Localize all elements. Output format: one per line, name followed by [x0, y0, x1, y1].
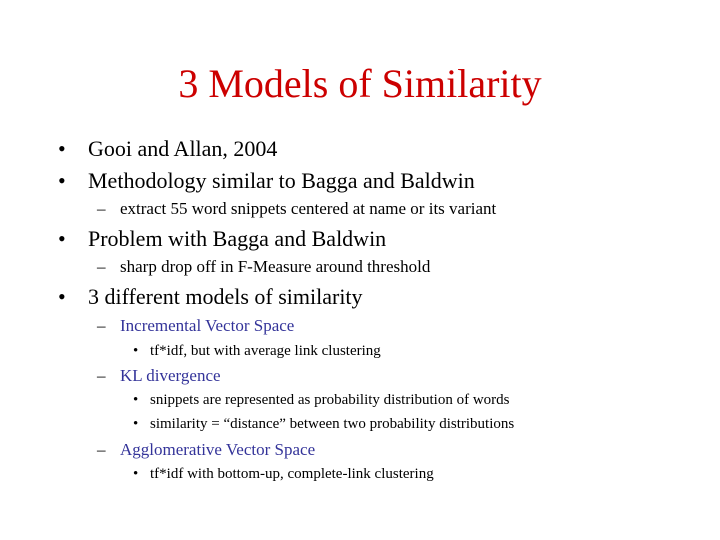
slide-title: 3 Models of Similarity [178, 61, 542, 106]
dash-marker: – [97, 440, 106, 459]
dash-marker: – [97, 257, 106, 276]
bullet-marker: • [58, 226, 66, 251]
detail-text: tf*idf, but with average link clustering [150, 343, 381, 359]
bullet-text: Gooi and Allan, 2004 [88, 136, 278, 161]
model-name: KL divergence [120, 366, 221, 385]
dash-marker: – [97, 366, 106, 385]
detail-text: tf*idf with bottom-up, complete-link clustering [150, 466, 434, 482]
subbullet-text: extract 55 word snippets centered at name or its variant [120, 199, 497, 218]
model-name: Incremental Vector Space [120, 316, 295, 335]
detail-text: similarity = “distance” between two probability distributions [150, 416, 515, 432]
bullet-marker: • [133, 416, 139, 432]
bullet-text: Methodology similar to Bagga and Baldwin [88, 168, 475, 193]
dash-marker: – [97, 199, 106, 218]
bullet-marker: • [133, 392, 139, 408]
bullet-marker: • [58, 136, 66, 161]
dash-marker: – [97, 316, 106, 335]
model-name: Agglomerative Vector Space [120, 440, 316, 459]
bullet-text: Problem with Bagga and Baldwin [88, 226, 387, 251]
subbullet-text: sharp drop off in F-Measure around threshold [120, 257, 431, 276]
detail-text: snippets are represented as probability distribution of words [150, 392, 510, 408]
bullet-text: 3 different models of similarity [88, 284, 363, 309]
bullet-marker: • [133, 343, 139, 359]
bullet-marker: • [133, 466, 139, 482]
bullet-marker: • [58, 168, 66, 193]
bullet-marker: • [58, 284, 66, 309]
